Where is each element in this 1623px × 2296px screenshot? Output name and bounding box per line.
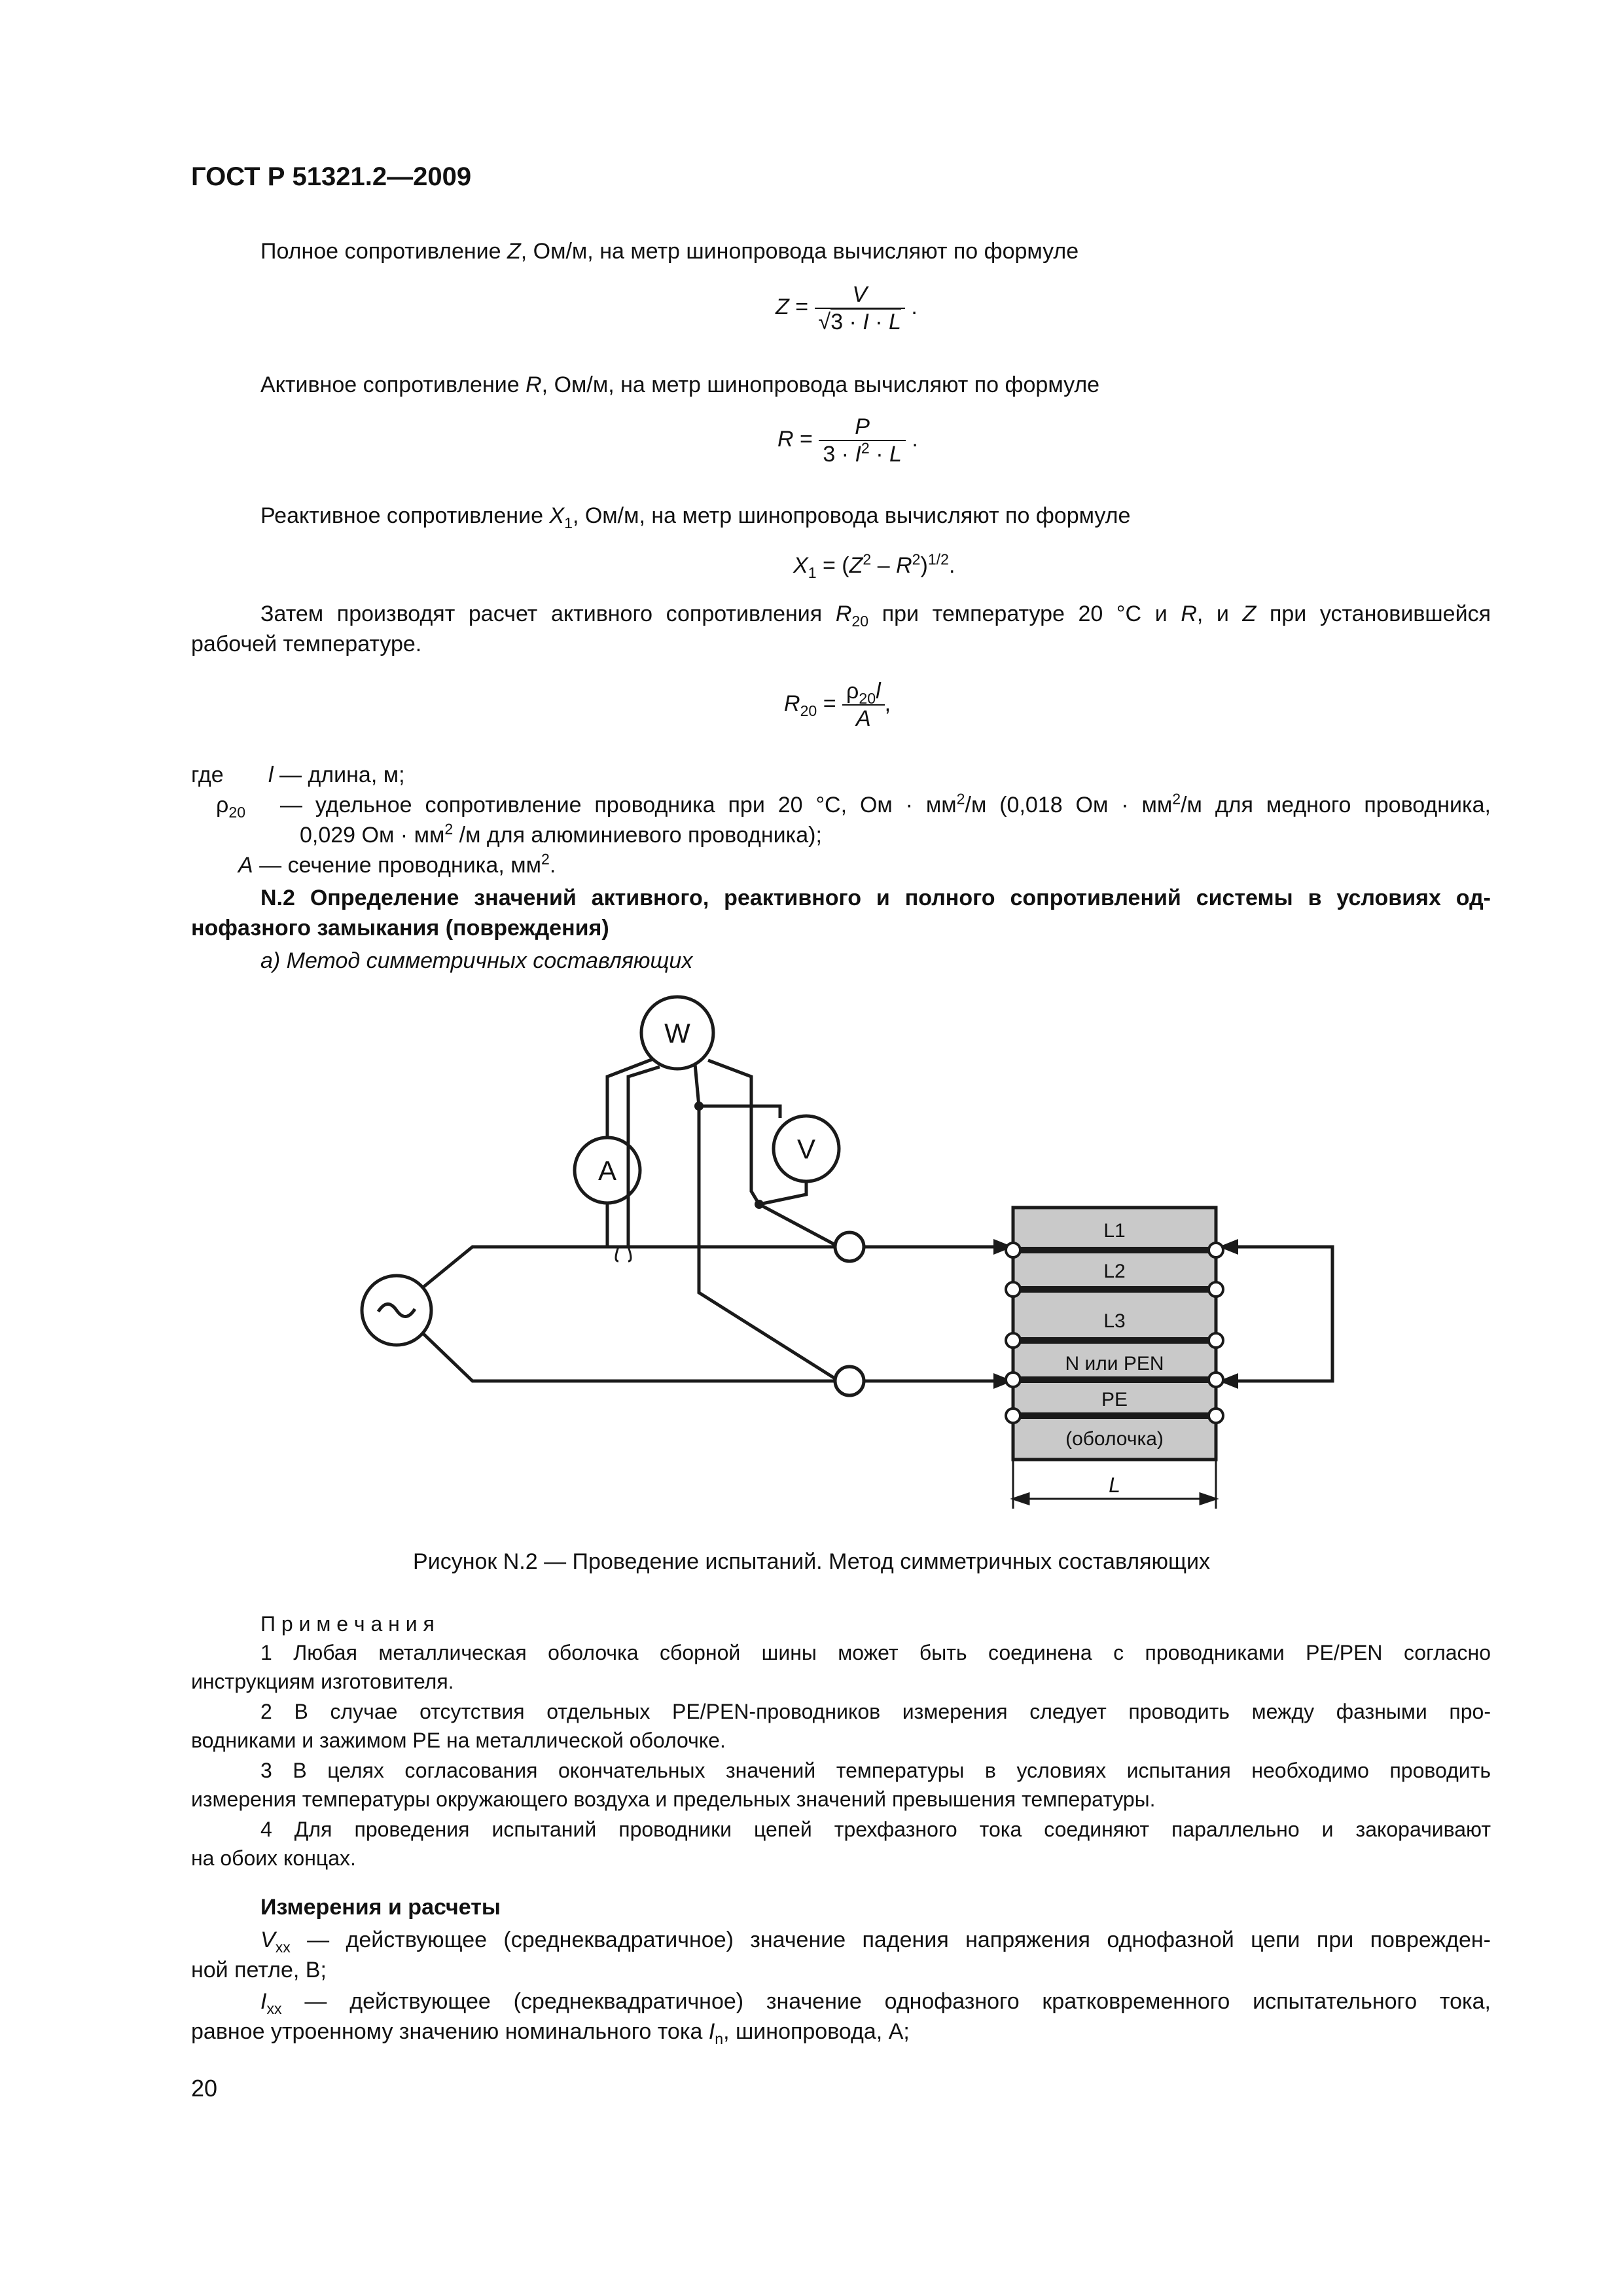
- where-rho-symbol: $\rho_{20}$: [216, 793, 246, 821]
- x-intro-text: Реактивное сопротивление $X_1$, Ом/м, на метр шинопровода вычисляют по формуле: [260, 503, 1131, 532]
- measurements-title: Измерения и расчеты: [260, 1895, 501, 1920]
- formula-x: $X_1 = (Z^2 - R^2)^{1/2}$.: [793, 550, 955, 582]
- bus-label-shell: (оболочка): [1065, 1428, 1164, 1450]
- formula-z: Z = $\frac{V}{√3 \cdot I \cdot L}$ .: [776, 282, 918, 334]
- r-intro-text: Активное сопротивление R, Ом/м, на метр шинопровода вычисляют по формуле: [260, 372, 1100, 397]
- r20-text-line2: рабочей температуре.: [191, 632, 422, 656]
- method-subtitle: а) Метод симметричных составляющих: [260, 948, 693, 973]
- vxx-line1: $V_{xx}$ — действующее (среднеквадратичное) значение падения напряжения однофазной цепи при поврежден-: [260, 1928, 1491, 1956]
- bus-label-pe: PE: [1101, 1389, 1128, 1410]
- notes-title: П р и м е ч а н и я: [260, 1612, 435, 1636]
- figure-caption: Рисунок N.2 — Проведение испытаний. Метод симметричных составляющих: [413, 1549, 1210, 1574]
- bus-label-l1: L1: [1103, 1220, 1126, 1242]
- note-3-line2: измерения температуры окружающего воздуха и предельных значений превышения температуры.: [191, 1787, 1156, 1811]
- page-header: ГОСТ Р 51321.2—2009: [191, 162, 472, 191]
- section-heading-line1: N.2 Определение значений активного, реактивного и полного сопротивлений системы в условиях од-: [260, 886, 1491, 910]
- wattmeter-label: W: [664, 1018, 690, 1049]
- ixx-line2: равное утроенному значению номинального тока $I_n$, шинопровода, А;: [191, 2019, 910, 2048]
- section-heading-line2: нофазного замыкания (повреждения): [191, 916, 609, 941]
- where-rho-line1: — удельное сопротивление проводника при 20 °С, Ом · $мм^2/м$ (0,018 Ом · $мм^2/м$ для медного проводника,: [280, 790, 1491, 817]
- voltmeter-label: V: [796, 1134, 816, 1164]
- bus-label-n: N или PEN: [1065, 1353, 1164, 1374]
- formula-r20: $R_{20}$ = $\frac{\rho_{20}l}{A}$ ,: [784, 679, 891, 731]
- switch-bottom: [835, 1367, 864, 1395]
- note-1-line2: инструкциям изготовителя.: [191, 1670, 454, 1693]
- switch-top: [835, 1232, 864, 1261]
- note-4-line1: 4 Для проведения испытаний проводники цепей трехфазного тока соединяют параллельно и закорачивают: [260, 1818, 1491, 1841]
- note-2-line2: водниками и зажимом PE на металлической оболочке.: [191, 1729, 726, 1752]
- busbar-enclosure: [1013, 1208, 1216, 1460]
- note-2-line1: 2 В случае отсутствия отдельных PE/PEN-проводников измерения следует проводить между фазными про-: [260, 1700, 1491, 1723]
- z-intro-text: Полное сопротивление Z, Ом/м, на метр шинопровода вычисляют по формуле: [260, 239, 1079, 264]
- bus-label-l3: L3: [1103, 1310, 1126, 1332]
- vxx-line2: ной петле, В;: [191, 1958, 327, 1982]
- where-a-def: A — сечение проводника, $мм^2$.: [238, 850, 556, 878]
- note-4-line2: на обоих концах.: [191, 1846, 356, 1870]
- page-number: 20: [191, 2075, 218, 2102]
- length-label: L: [1109, 1473, 1120, 1497]
- where-l-def: l — длина, м;: [268, 762, 405, 787]
- note-1-line1: 1 Любая металлическая оболочка сборной шины может быть соединена с проводниками PE/PEN согласно: [260, 1641, 1491, 1664]
- ammeter-label: A: [597, 1155, 617, 1186]
- r20-text-line1: Затем производят расчет активного сопротивления $R_{20}$ при температуре 20 °С и R, и Z при установившейся: [260, 601, 1491, 630]
- ixx-line1: $I_{xx}$ — действующее (среднеквадратичное) значение однофазного кратковременного испытательного тока,: [260, 1989, 1491, 2018]
- bus-label-l2: L2: [1103, 1261, 1126, 1282]
- ac-source-wave: [378, 1304, 415, 1316]
- formula-r: R = $\frac{P}{3 \cdot I^2 \cdot L}$ .: [777, 414, 918, 467]
- note-3-line1: 3 В целях согласования окончательных значений температуры в условиях испытания необходимо проводить: [260, 1759, 1491, 1782]
- where-label: где: [191, 762, 224, 787]
- where-rho-line2: 0,029 Ом · $мм^2$ /м для алюминиевого проводника);: [300, 820, 822, 848]
